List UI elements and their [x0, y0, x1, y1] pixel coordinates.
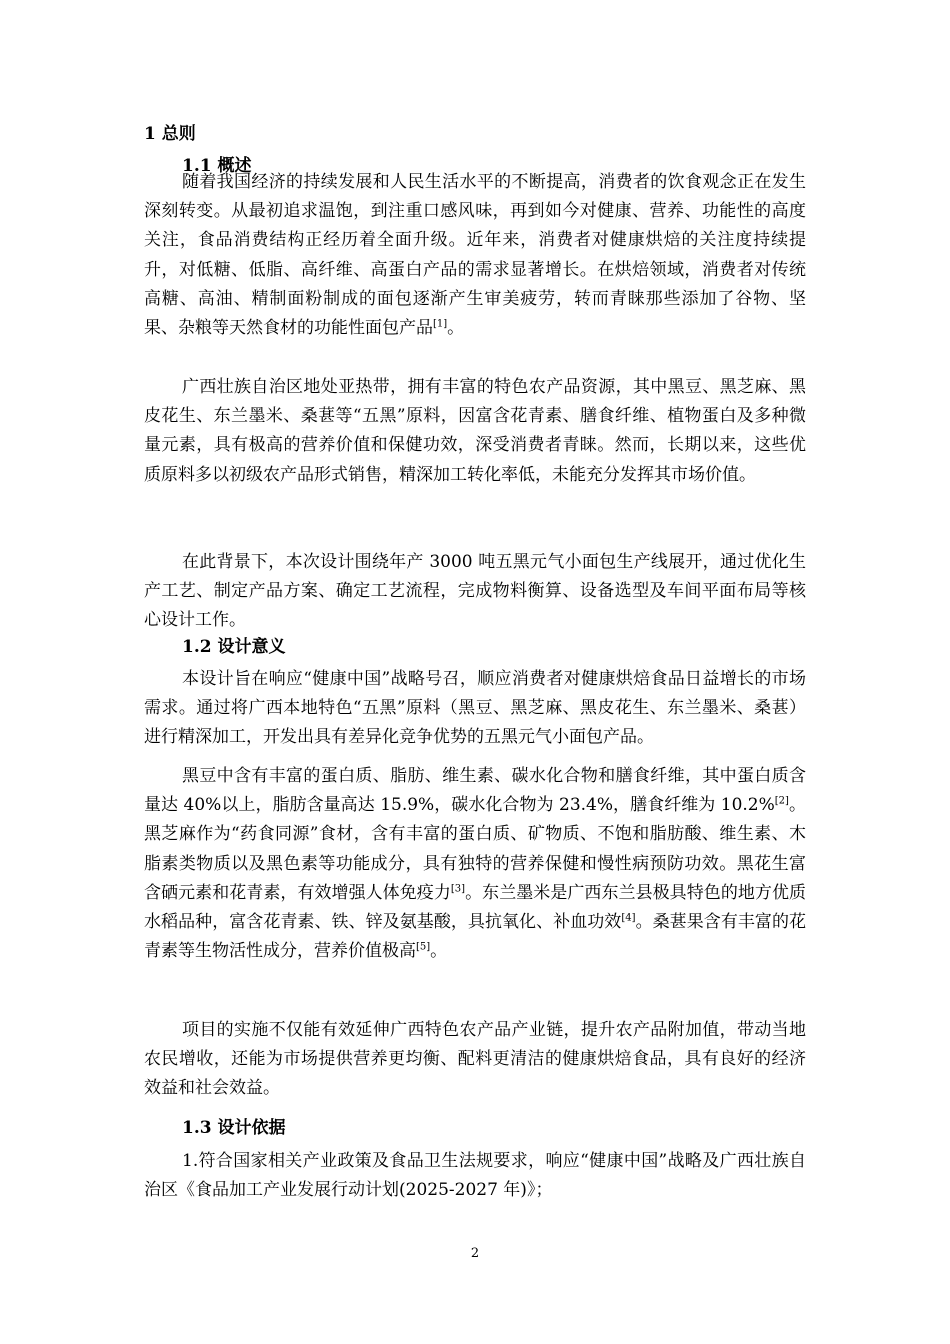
citation-ref-3: [3]: [450, 883, 466, 895]
paragraph-overview-3: 在此背景下，本次设计围绕年产 3000 吨五黑元气小面包生产线展开，通过优化生产工艺、制定产品方案、确定工艺流程，完成物料衡算、设备选型及车间平面布局等核心设计工作。: [144, 552, 806, 631]
paragraph-text: 。黑芝麻作为“药食同源”食材，含有丰富的蛋白质、矿物质、不饱和脂肪酸、维生素、木脂素类物质以及黑色素等功能成分，具有独特的营养保健和慢性病预防功效。黑花生富含硒元素和花青素，有效增强人体免疫力: [144, 795, 806, 903]
paragraph-text: 随着我国经济的持续发展和人民生活水平的不断提高，消费者的饮食观念正在发生深刻转变。从最初追求温饱，到注重口感风味，再到如今对健康、营养、功能性的高度关注，食品消费结构正经历着全面升级。近年来，消费者对健康烘焙的关注度持续提升，对低糖、低脂、高纤维、高蛋白产品的需求显著增长。在烘焙领域，消费者对传统高糖、高油、精制面粉制成的面包逐渐产生审美疲劳，转而青睐那些添加了谷物、坚果、杂粮等天然食材的功能性面包产品: [144, 172, 806, 339]
subsection-heading-basis: 1.3 设计依据: [182, 1118, 286, 1138]
subsection-heading-overview: 1.1 概述: [182, 156, 252, 176]
paragraph-text: 黑豆中含有丰富的蛋白质、脂肪、维生素、碳水化合物和膳食纤维，其中蛋白质含量达 40%以上，脂肪含量高达 15.9%，碳水化合物为 23.4%，膳食纤维为 10.2%: [144, 766, 806, 816]
paragraph-overview-2: 广西壮族自治区地处亚热带，拥有丰富的特色农产品资源，其中黑豆、黑芝麻、黑皮花生、东兰墨米、桑葚等“五黑”原料，因富含花青素、膳食纤维、植物蛋白及多种微量元素，具有极高的营养价值和保健功效，深受消费者青睐。然而，长期以来，这些优质原料多以初级农产品形式销售，精深加工转化率低，未能充分发挥其市场价值。: [144, 377, 806, 485]
paragraph-overview-1: [144, 168, 806, 343]
paragraph-significance-2: [144, 762, 806, 966]
citation-ref-2: [2]: [774, 795, 789, 807]
citation-ref-1: [1]: [433, 318, 448, 330]
paragraph-significance-1: 本设计旨在响应“健康中国”战略号召，顺应消费者对健康烘焙食品日益增长的市场需求。通过将广西本地特色“五黑”原料（黑豆、黑芝麻、黑皮花生、东兰墨米、桑葚）进行精深加工，开发出具有差异化竞争优势的五黑元气小面包产品。: [144, 669, 806, 748]
paragraph-text-end: 。: [430, 941, 448, 962]
subsection-heading-significance: 1.2 设计意义: [182, 637, 286, 657]
paragraph-text: 。桑葚果含有丰富的花青素等生物活性成分，营养价值极高: [144, 912, 807, 962]
paragraph-significance-3: 项目的实施不仅能有效延伸广西特色农产品产业链，提升农产品附加值，带动当地农民增收，还能为市场提供营养更均衡、配料更清洁的健康烘焙食品，具有良好的经济效益和社会效益。: [144, 1020, 806, 1099]
citation-ref-4: [4]: [621, 912, 636, 924]
paragraph-basis-1: 1.符合国家相关产业政策及食品卫生法规要求，响应“健康中国”战略及广西壮族自治区《食品加工产业发展行动计划(2025-2027 年)》；: [144, 1151, 806, 1201]
paragraph-text: 。东兰墨米是广西东兰县极具特色的地方优质水稻品种，富含花青素、铁、锌及氨基酸，具抗氧化、补血功效: [144, 882, 807, 933]
paragraph-text-end: 。: [447, 318, 465, 339]
section-heading-general: 1 总则: [144, 124, 196, 144]
citation-ref-5: [5]: [416, 941, 431, 953]
page-number: 2: [470, 1246, 480, 1261]
